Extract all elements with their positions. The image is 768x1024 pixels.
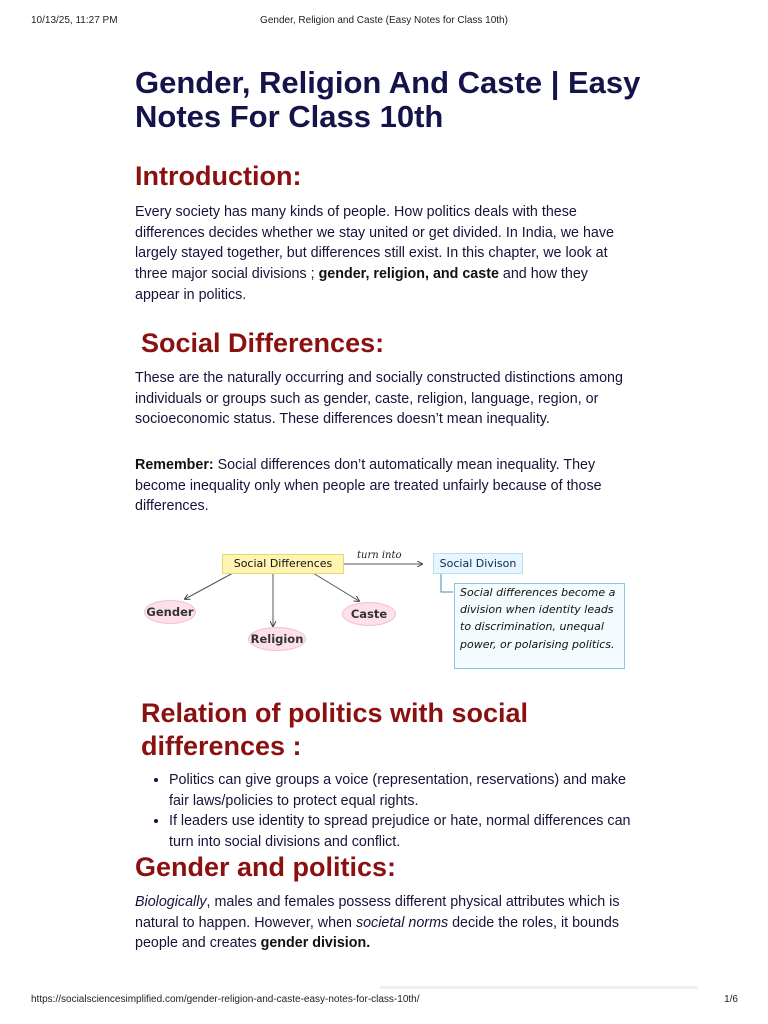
list-item: • Politics can give groups a voice (representation, reservations) and make fair laws/policies to protect equal rights. (169, 770, 635, 811)
intro-text-1: Every society has many kinds of people. How politics deals with these differences decides whether we stay united or get divided. In India, we have largely stayed together, but differences still exist. In this chapter, we look at three major social divisions ; (135, 204, 614, 283)
gender-arrow (185, 573, 233, 599)
footer-divider (380, 986, 698, 989)
intro-text-2: and how they appear in politics. (135, 266, 588, 303)
social-division-box: Social Divison (433, 553, 523, 574)
print-doc-title: Gender, Religion and Caste (Easy Notes for Class 10th) (260, 15, 508, 26)
gender-node: Gender (144, 600, 196, 624)
gender-politics-heading: Gender and politics: (135, 852, 397, 882)
gender-paragraph (135, 892, 635, 954)
remember-paragraph (135, 455, 635, 517)
social-differences-paragraph: These are the naturally occurring and socially constructed distinctions among individuals or groups such as gender, caste, religion, language, region, or socioeconomic status. These differences doesn’t mean inequality. (135, 370, 623, 428)
relation-heading: Relation of politics with social differences : (141, 698, 529, 761)
gender-text-1: , males and females possess different physical attributes which is natural to happen. However, when (135, 894, 620, 931)
social-differences-diagram (135, 548, 635, 658)
remember-label: Remember: (135, 457, 214, 473)
print-header (0, 15, 768, 29)
gender-italic-2: societal norms (355, 914, 449, 931)
page-number: 1/6 (724, 994, 738, 1005)
caste-arrow (313, 573, 359, 601)
social-differences-box: Social Differences (222, 554, 344, 574)
relation-bullet-list (135, 770, 635, 852)
note-connector (441, 573, 453, 592)
religion-node: Religion (248, 627, 306, 651)
intro-heading: Introduction: (135, 161, 302, 191)
division-note-box: Social differences become a division when identity leads to discrimination, unequal power, or polarising politics. (454, 583, 625, 669)
list-item: • If leaders use identity to spread prejudice or hate, normal differences can turn into social divisions and conflict. (169, 811, 635, 852)
gender-italic-1: Biologically (135, 894, 207, 910)
social-differences-heading: Social Differences: (141, 328, 385, 358)
turn-into-label: turn into (357, 550, 402, 561)
print-datetime: 10/13/25, 11:27 PM (31, 15, 118, 26)
gender-bold: gender division. (260, 935, 371, 952)
print-url: https://socialsciencesimplified.com/gender-religion-and-caste-easy-notes-for-class-10th/ (31, 994, 420, 1005)
caste-node: Caste (342, 602, 396, 626)
page-title: Gender, Religion And Caste | Easy Notes For Class 10th (135, 65, 641, 134)
intro-paragraph (135, 202, 635, 306)
gender-text-2: decide the roles, it bounds people and creates (135, 914, 620, 952)
remember-text: Social differences don’t automatically mean inequality. They become inequality only when people are treated unfairly because of those differences. (135, 457, 602, 515)
intro-bold: gender, religion, and caste (318, 266, 499, 283)
